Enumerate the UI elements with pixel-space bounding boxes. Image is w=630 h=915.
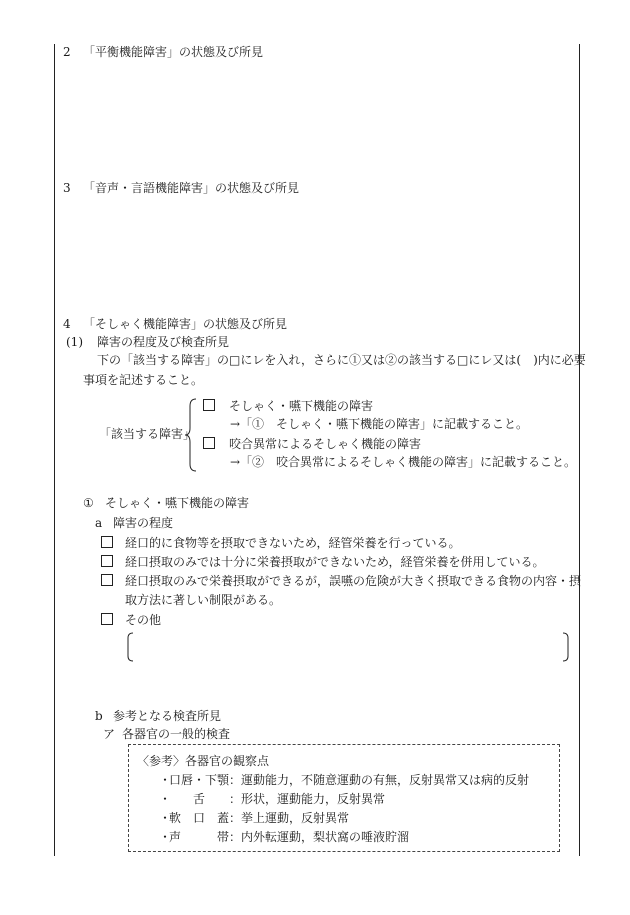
reference-row-bullet: ・ <box>159 811 172 825</box>
reference-row-desc: ：運動能力，不随意運動の有無，反射異常又は病的反射 <box>229 773 530 787</box>
reference-title: 〈参考〉各器官の観察点 <box>137 754 270 768</box>
part-1-number: ① <box>83 496 94 510</box>
reference-box <box>128 744 560 852</box>
severity-option-2-label: 経口摂取のみでは十分に栄養摂取ができないため，経管栄養を併用している。 <box>125 555 545 569</box>
severity-option-3[interactable] <box>101 573 581 589</box>
severity-option-1-label: 経口的に食物等を摂取できないため，経管栄養を行っている。 <box>125 536 461 550</box>
item-b-label: b <box>95 709 103 723</box>
section-3-number: 3 <box>63 181 71 195</box>
reference-row-organ: 舌 <box>193 792 206 806</box>
reference-row-bullet: ・ <box>159 792 172 806</box>
section-4-number: 4 <box>63 317 71 331</box>
reference-row-bullet: ・ <box>159 773 172 787</box>
applicable-option-1[interactable] <box>203 398 373 414</box>
checkbox[interactable] <box>101 574 113 586</box>
right-bracket-icon <box>562 632 570 662</box>
reference-row-desc: ：内外転運動，梨状窩の唾液貯溜 <box>229 830 410 844</box>
checkbox[interactable] <box>203 437 215 449</box>
section-2-title: 「平衡機能障害」の状態及び所見 <box>83 45 264 59</box>
severity-option-2[interactable] <box>101 554 545 570</box>
item-a-label: a <box>95 516 103 530</box>
form-right-border <box>579 44 580 856</box>
checkbox[interactable] <box>203 399 215 411</box>
section-3-title: 「音声・言語機能障害」の状態及び所見 <box>83 181 300 195</box>
instruction-line-2: 事項を記述すること。 <box>83 373 204 387</box>
reference-row-organ: 口唇・下顎 <box>169 773 230 787</box>
item-b-title: 参考となる検査所見 <box>113 709 222 723</box>
item-a-title: 障害の程度 <box>113 516 174 530</box>
left-bracket-icon <box>126 632 134 662</box>
checkbox[interactable] <box>101 555 113 567</box>
brace-icon <box>184 398 198 472</box>
option-1-label: そしゃく・嚥下機能の障害 <box>229 399 374 413</box>
item-a2-title: 各器官の一般的検査 <box>122 727 231 741</box>
severity-option-other[interactable] <box>101 612 161 628</box>
severity-option-3-label: 経口摂取のみで栄養摂取ができるが，誤嚥の危険が大きく摂取できる食物の内容・摂 <box>125 574 582 588</box>
other-description-field[interactable] <box>136 632 562 662</box>
reference-row-organ: 軟 口 蓋 <box>169 811 230 825</box>
reference-row-desc: ：形状，運動能力，反射異常 <box>229 792 386 806</box>
applicable-option-1-note: →「① そしゃく・嚥下機能の障害」に記載すること。 <box>230 417 529 431</box>
reference-row-organ: 声 帯 <box>169 830 230 844</box>
subsection-1-title: 障害の程度及び検査所見 <box>97 335 230 349</box>
reference-row-desc: ：挙上運動，反射異常 <box>229 811 350 825</box>
checkbox[interactable] <box>101 613 113 625</box>
severity-option-1[interactable] <box>101 535 461 551</box>
severity-option-3-continued: 取方法に著しい制限がある。 <box>125 593 282 607</box>
reference-row-bullet: ・ <box>159 830 172 844</box>
item-a2-label: ア <box>103 727 116 741</box>
severity-option-other-label: その他 <box>125 613 162 627</box>
applicable-option-2[interactable] <box>203 436 421 452</box>
option-2-label: 咬合異常によるそしゃく機能の障害 <box>229 437 422 451</box>
part-1-title: そしゃく・嚥下機能の障害 <box>105 496 250 510</box>
section-4-title: 「そしゃく機能障害」の状態及び所見 <box>83 317 288 331</box>
section-2-number: 2 <box>63 45 71 59</box>
applicable-label: 「該当する障害」 <box>99 427 196 441</box>
subsection-1-number: (1) <box>66 335 83 349</box>
form-left-border <box>54 44 55 856</box>
instruction-line-1: 下の「該当する障害」の□にレを入れ，さらに①又は②の該当する□にレ又は( )内に必要 <box>97 353 586 367</box>
applicable-option-2-note: →「② 咬合異常によるそしゃく機能の障害」に記載すること。 <box>230 455 577 469</box>
checkbox[interactable] <box>101 536 113 548</box>
